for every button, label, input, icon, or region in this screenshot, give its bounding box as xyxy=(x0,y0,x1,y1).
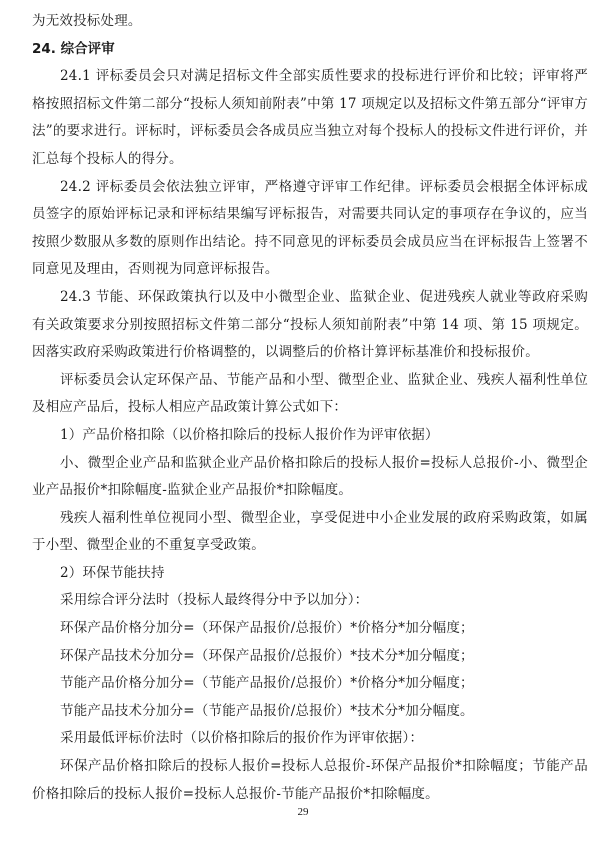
paragraph-24-3: 24.3 节能、环保政策执行以及中小微型企业、监狱企业、促进残疾人就业等政府采购有关政策要求分别按照招标文件第二部分“投标人须知前附表”中第 14 项、第 15 项规定。因落实政府采购政策进行价格调整的，以调整后的价格计算评标基准价和投标报价。 xyxy=(32,288,588,361)
paragraph-comprehensive-method: 采用综合评分法时（投标人最终得分中予以加分）： xyxy=(60,592,369,609)
paragraph-continuation: 为无效投标处理。 xyxy=(32,13,142,29)
paragraph-policy-intro: 评标委员会认定环保产品、节能产品和小型、微型企业、监狱企业、残疾人福利性单位及相应产品后，投标人相应产品政策计算公式如下： xyxy=(32,371,588,416)
paragraph-energy-support-title: 2）环保节能扶持 xyxy=(60,564,165,581)
section-heading: 24. 综合评审 xyxy=(32,40,115,57)
paragraph-welfare-unit: 残疾人福利性单位视同小型、微型企业，享受促进中小企业发展的政府采购政策，如属于小型、微型企业的不重复享受政策。 xyxy=(32,509,588,554)
formula-energy-price: 节能产品价格分加分=（节能产品报价/总报价）*价格分*加分幅度； xyxy=(60,675,474,692)
paragraph-24-1: 24.1 评标委员会只对满足招标文件全部实质性要求的投标进行评价和比较；评审将严格按照招标文件第二部分“投标人须知前附表”中第 17 项规定以及招标文件第五部分“评审方法”的要求进行。评标时，评标委员会各成员应当独立对每个投标人的投标文件进行评价，并汇总每个投标人的得分。 xyxy=(32,68,588,167)
paragraph-lowest-price-method: 采用最低评标价法时（以价格扣除后的报价作为评审依据）： xyxy=(60,730,424,747)
paragraph-24-2: 24.2 评标委员会依法独立评审，严格遵守评审工作纪律。评标委员会根据全体评标成员签字的原始评标记录和评标结果编写评标报告，对需要共同认定的事项存在争议的，应当按照少数服从多数的原则作出结论。持不同意见的评标委员会成员应当在评标报告上签署不同意见及理由，否则视为同意评标报告。 xyxy=(32,178,588,278)
formula-energy-tech: 节能产品技术分加分=（节能产品报价/总报价）*技术分*加分幅度。 xyxy=(60,702,474,719)
page-number: 29 xyxy=(297,806,309,818)
paragraph-price-deduction-formula: 小、微型企业产品和监狱企业产品价格扣除后的投标人报价=投标人总报价-小、微型企业产品报价*扣除幅度-监狱企业产品报价*扣除幅度。 xyxy=(32,454,588,499)
formula-env-tech: 环保产品技术分加分=（环保产品报价/总报价）*技术分*加分幅度； xyxy=(60,647,474,664)
paragraph-price-deduction-title: 1）产品价格扣除（以价格扣除后的投标人报价作为评审依据） xyxy=(60,426,439,443)
document-page xyxy=(32,8,588,808)
formula-env-price: 环保产品价格分加分=（环保产品报价/总报价）*价格分*加分幅度； xyxy=(60,620,474,637)
formula-lowest-price: 环保产品价格扣除后的投标人报价=投标人总报价-环保产品报价*扣除幅度；节能产品价格扣除后的投标人报价=投标人总报价-节能产品报价*扣除幅度。 xyxy=(32,758,588,802)
